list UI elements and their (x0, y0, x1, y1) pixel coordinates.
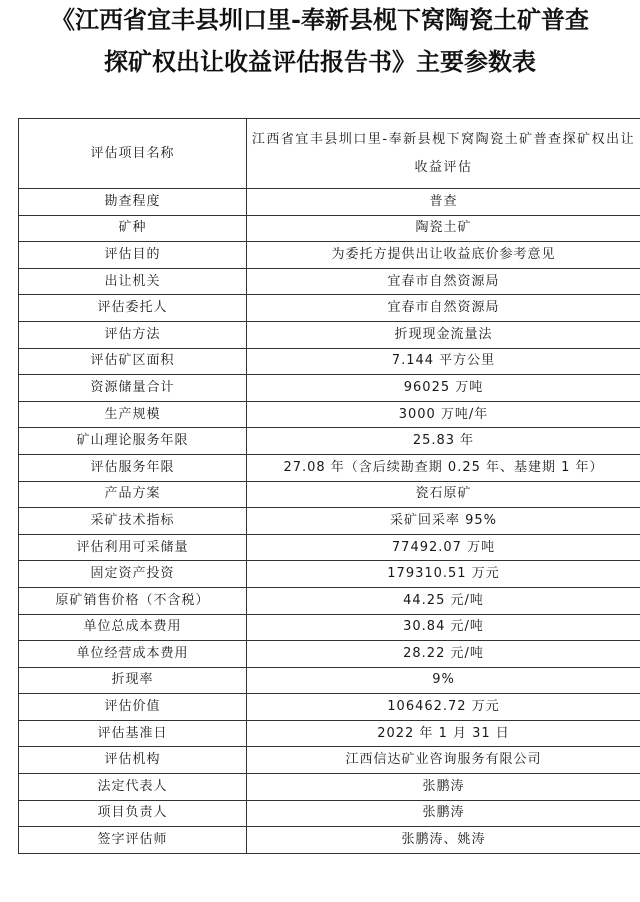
row-label: 矿山理论服务年限 (19, 428, 247, 455)
row-label: 原矿销售价格（不含税） (19, 587, 247, 614)
row-label: 矿种 (19, 215, 247, 242)
table-row (19, 268, 640, 295)
row-value: 宜春市自然资源局 (247, 268, 640, 295)
table-row (19, 827, 640, 854)
row-value: 张鹏涛、姚涛 (247, 827, 640, 854)
row-label: 评估方法 (19, 321, 247, 348)
row-label: 法定代表人 (19, 774, 247, 801)
row-value: 96025 万吨 (247, 375, 640, 402)
row-value: 普查 (247, 189, 640, 216)
row-label: 评估基准日 (19, 720, 247, 747)
row-label: 项目负责人 (19, 800, 247, 827)
parameter-table (18, 118, 640, 854)
row-label: 生产规模 (19, 401, 247, 428)
row-label: 评估价值 (19, 694, 247, 721)
row-value: 宜春市自然资源局 (247, 295, 640, 322)
table-row (19, 774, 640, 801)
row-label: 评估机构 (19, 747, 247, 774)
row-value: 179310.51 万元 (247, 561, 640, 588)
row-value: 为委托方提供出让收益底价参考意见 (247, 242, 640, 269)
row-value: 瓷石原矿 (247, 481, 640, 508)
row-label: 评估利用可采储量 (19, 534, 247, 561)
table-row (19, 667, 640, 694)
row-label: 评估服务年限 (19, 454, 247, 481)
row-label: 采矿技术指标 (19, 508, 247, 535)
row-label: 单位总成本费用 (19, 614, 247, 641)
row-value: 采矿回采率 95% (247, 508, 640, 535)
table-row (19, 641, 640, 668)
table-row (19, 534, 640, 561)
row-label: 评估项目名称 (19, 119, 247, 189)
table-row (19, 375, 640, 402)
row-value: 25.83 年 (247, 428, 640, 455)
row-value: 3000 万吨/年 (247, 401, 640, 428)
table-row (19, 119, 640, 189)
row-label: 产品方案 (19, 481, 247, 508)
row-value: 折现现金流量法 (247, 321, 640, 348)
row-label: 评估目的 (19, 242, 247, 269)
row-label: 单位经营成本费用 (19, 641, 247, 668)
table-row (19, 189, 640, 216)
row-value: 106462.72 万元 (247, 694, 640, 721)
row-value: 张鹏涛 (247, 774, 640, 801)
row-value: 2022 年 1 月 31 日 (247, 720, 640, 747)
row-label: 出让机关 (19, 268, 247, 295)
row-value: 30.84 元/吨 (247, 614, 640, 641)
table-row (19, 481, 640, 508)
row-value: 陶瓷土矿 (247, 215, 640, 242)
row-value: 27.08 年（含后续勘查期 0.25 年、基建期 1 年） (247, 454, 640, 481)
row-label: 签字评估师 (19, 827, 247, 854)
row-value: 江西省宜丰县圳口里-奉新县枧下窝陶瓷土矿普查探矿权出让收益评估 (247, 119, 640, 189)
row-value: 28.22 元/吨 (247, 641, 640, 668)
table-row (19, 587, 640, 614)
row-label: 勘查程度 (19, 189, 247, 216)
table-row (19, 401, 640, 428)
table-row (19, 614, 640, 641)
table-row (19, 428, 640, 455)
table-row (19, 508, 640, 535)
table-row (19, 800, 640, 827)
title-line-2: 探矿权出让收益评估报告书》主要参数表 (104, 47, 536, 76)
table-row (19, 215, 640, 242)
table-row (19, 561, 640, 588)
row-label: 评估矿区面积 (19, 348, 247, 375)
table-row (19, 242, 640, 269)
table-row (19, 694, 640, 721)
row-value: 9% (247, 667, 640, 694)
table-row (19, 747, 640, 774)
table-row (19, 321, 640, 348)
row-value: 张鹏涛 (247, 800, 640, 827)
table-row (19, 348, 640, 375)
row-value: 7.144 平方公里 (247, 348, 640, 375)
row-label: 资源储量合计 (19, 375, 247, 402)
row-label: 评估委托人 (19, 295, 247, 322)
row-label: 折现率 (19, 667, 247, 694)
table-row (19, 295, 640, 322)
table-row (19, 454, 640, 481)
row-value: 77492.07 万吨 (247, 534, 640, 561)
row-value: 江西信达矿业咨询服务有限公司 (247, 747, 640, 774)
row-label: 固定资产投资 (19, 561, 247, 588)
title-line-1: 《江西省宜丰县圳口里-奉新县枧下窝陶瓷土矿普查 (51, 5, 589, 34)
table-row (19, 720, 640, 747)
row-value: 44.25 元/吨 (247, 587, 640, 614)
